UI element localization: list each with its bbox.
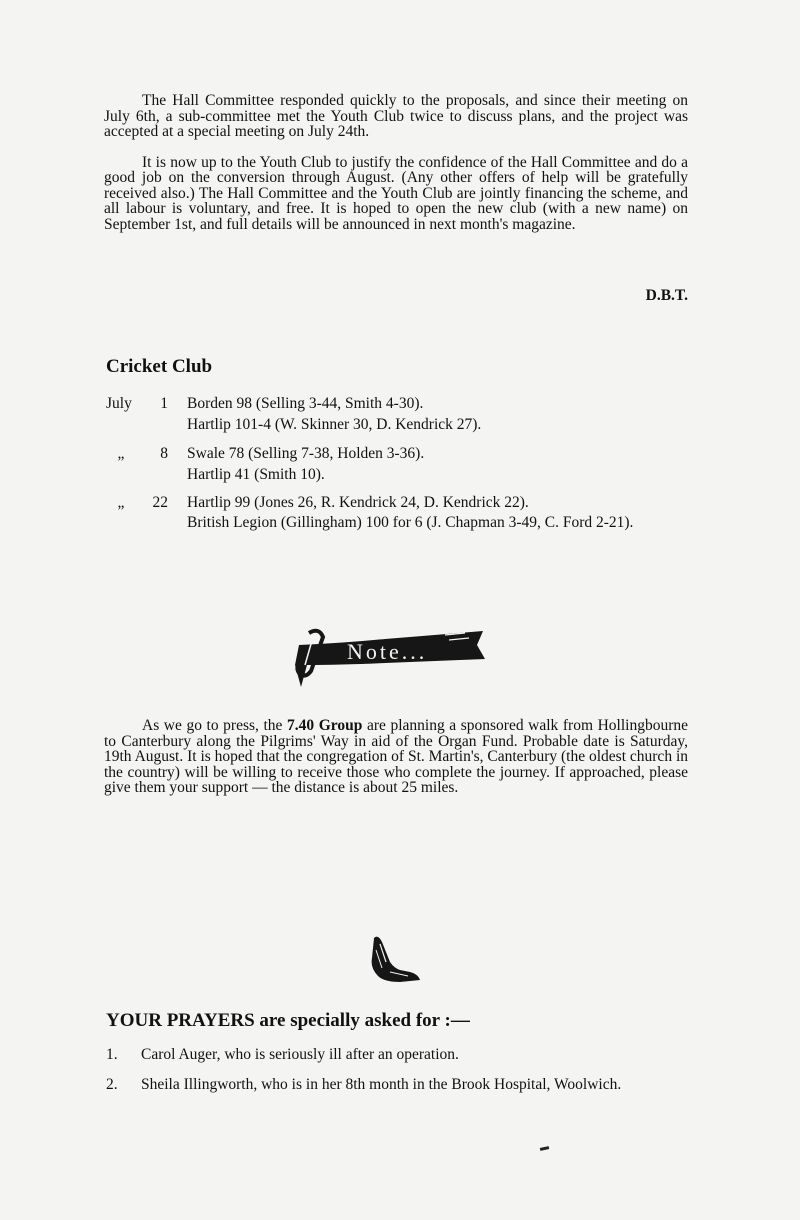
fixture-result: Hartlip 101-4 (W. Skinner 30, D. Kendrick 27). [187,416,482,433]
prayers-heading: YOUR PRAYERS are specially asked for :— [106,1010,470,1031]
prayer-text: Carol Auger, who is seriously ill after an operation. [141,1046,459,1063]
prayer-text: Sheila Illingworth, who is in her 8th month in the Brook Hospital, Woolwich. [141,1076,622,1093]
prayer-number: 2. [106,1076,118,1093]
note-banner-icon [285,615,490,690]
fixture-day: 22 [152,494,168,511]
group-name: 7.40 Group [287,717,363,734]
fixture-day: 1 [160,395,168,412]
fixture-result: Swale 78 (Selling 7-38, Holden 3-36). [187,445,425,462]
fixture-result: Hartlip 99 (Jones 26, R. Kendrick 24, D. Kendrick 22). [187,494,529,511]
note-banner-text: Note... [347,639,428,664]
note-section [104,718,688,796]
praying-hands-icon [360,932,424,984]
fixture-day: 8 [160,445,168,462]
note-paragraph [104,718,688,796]
fixture-result: British Legion (Gillingham) 100 for 6 (J. Chapman 3-49, C. Ford 2-21). [187,514,634,531]
intro-section [104,93,688,232]
fixture-result: Borden 98 (Selling 3-44, Smith 4-30). [187,395,424,412]
intro-paragraph-2: It is now up to the Youth Club to justify the confidence of the Hall Committee and do a good job on the conversion through August. (Any other offers of help will be gratefully received also.) The Hall Committee and the Youth Club are jointly financing the scheme, and all labour is voluntary, and free. It is hoped to open the new club (with a new name) on September 1st, and full details will be announced in next month's magazine. [104,153,688,233]
fixture-month: „ [117,494,125,511]
signature: D.B.T. [645,287,688,304]
note-text-start: As we go to press, the [142,717,288,734]
ink-mark [540,1146,549,1151]
fixture-month: July [106,395,132,412]
prayer-number: 1. [106,1046,118,1063]
intro-paragraph-1: The Hall Committee responded quickly to the proposals, and since their meeting on July 6th, a sub-committee met the Youth Club twice to discuss plans, and the project was accepted at a special meeting on July 24th. [104,92,688,140]
note-text-rest: are planning a sponsored walk from Hollingbourne to Canterbury along the Pilgrims' Way in aid of the Organ Fund. Probable date is Saturday, 19th August. It is hoped that the congregation of St. Martin's, Canterbury (the oldest church in the country) will be willing to receive those who complete the journey. If approached, please give them your support — the distance is about 25 miles. [104,717,688,796]
fixture-month: „ [117,445,125,462]
cricket-heading: Cricket Club [106,356,213,377]
fixture-result: Hartlip 41 (Smith 10). [187,466,325,483]
